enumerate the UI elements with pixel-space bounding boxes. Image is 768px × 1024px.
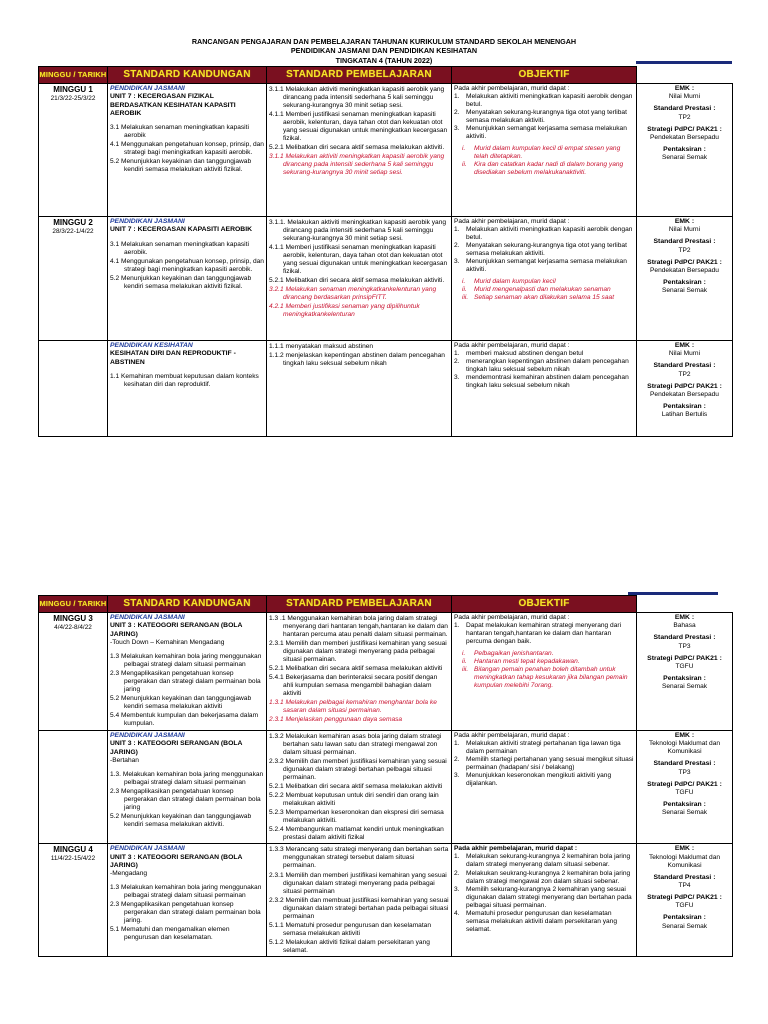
emk-cell xyxy=(637,84,733,217)
objective-item xyxy=(454,93,634,109)
performance-standard-value: TP2 xyxy=(678,370,691,378)
objective-item xyxy=(454,772,634,788)
header-line-3: TINGKATAN 4 (TAHUN 2022) xyxy=(335,55,433,65)
learning-standard-cell xyxy=(267,84,452,217)
subject-label: PENDIDIKAN JASMANI xyxy=(110,85,185,92)
performance-standard-value: TP2 xyxy=(678,113,691,121)
emk-label: EMK : xyxy=(674,845,695,853)
objective-text: Menunjukkan semangat kerjasama semasa melakukan aktiviti. xyxy=(466,258,627,274)
learning-standard-item: 3.2.1 Melakukan senaman meningkatkankelenturan yang dirancang berdasarkan prinsipFITT. xyxy=(269,286,437,302)
objective-text: Mematuhi prosedur pengurusan dan keselamatan semasa melakukan aktiviti dalam persekitaran yang selamat. xyxy=(466,909,617,933)
learning-standard-item: 3.1.1 Melakukan aktiviti meningkatkan kapasiti aerobik yang dirancang pada intensiti sederhana 5 kali seminggu sekurang-kurangnya 30 minit setiap sesi. xyxy=(269,86,445,110)
week-cell xyxy=(39,84,108,217)
col-week-header: MINGGU / TARIKH xyxy=(39,67,108,84)
table-row xyxy=(39,844,733,956)
learning-standard-item: 2.3.2 Memilih dan memberi justifikasi kemahiran yang sesuai digunakan dalam strategi bertahan pelbagai situasi permainan. xyxy=(269,758,447,782)
col-content-header: STANDARD KANDUNGAN xyxy=(108,596,267,613)
performance-standard-label: Standard Prestasi : xyxy=(653,362,716,370)
emk-cell xyxy=(637,731,733,844)
assessment-value: Senarai Semak xyxy=(661,922,708,930)
content-standard-item: 5.2 Menunjukkan keyakinan dan tanggungjawab kendiri semasa melakukan aktiviti. xyxy=(110,813,252,829)
objective-heading: Pada akhir pembelajaran, murid dapat : xyxy=(454,732,570,739)
content-standard-item: 3.1 Melakukan senaman meningkatkan kapasiti aerobik xyxy=(110,124,249,140)
activity-note-item xyxy=(462,658,634,666)
objective-text: Memilih startegi pertahanan yang sesuai mengikut situasi permainan (hadapan/ sisi / belakang) xyxy=(466,756,634,772)
objective-number: 1. xyxy=(454,622,460,630)
assessment-value: Senarai Semak xyxy=(661,287,708,295)
learning-standard-item: 3.1.1. Melakukan aktiviti meningkatkan kapasiti aerobik yang dirancang pada intensiti sederhana 5 kali seminggu sekurang-kurangnya 30 minit setiap sesi. xyxy=(269,219,447,243)
learning-standard-cell xyxy=(267,731,452,844)
objective-text: memberi maksud abstinen dengan betul xyxy=(466,350,584,358)
emk-label: EMK : xyxy=(674,614,695,621)
objective-item xyxy=(454,226,634,242)
objective-item xyxy=(454,886,634,910)
assessment-label: Pentaksiran : xyxy=(663,800,706,808)
emk-value: Teknologi Maklumat dan Komunikasi xyxy=(648,740,721,756)
strategy-value: Pendekatan Bersepadu xyxy=(650,390,719,398)
strategy-label: Strategi PdPC/ PAK21 : xyxy=(647,125,722,133)
learning-standard-item: 5.2.1 Melibatkan diri secara aktif semasa melakukan aktiviti xyxy=(269,783,443,791)
week-date: 11/4/22-15/4/22 xyxy=(50,855,96,863)
content-standard-item: 1.3 Melakukan kemahiran bola jaring menggunakan pelbagai strategi dalam situasi permainan xyxy=(110,652,262,668)
table-row xyxy=(39,731,733,844)
emk-cell xyxy=(637,217,733,341)
performance-standard-label: Standard Prestasi : xyxy=(653,105,716,113)
objective-text: Melakukan aktiviti meningkatkan kapasiti aerobik dengan betul. xyxy=(466,226,633,242)
learning-standard-item: 1.3.2 Melakukan kemahiran asas bola jaring dalam strategi bertahan satu lawan satu dan strategi mengawal zon dalam situasi permainan. xyxy=(269,733,442,757)
objective-number: 1. xyxy=(454,93,460,101)
col-learning-header: STANDARD PEMBELAJARAN xyxy=(267,596,452,613)
objective-heading: Pada akhir pembelajaran, murid dapat : xyxy=(454,342,570,349)
objective-number: 3. xyxy=(454,772,460,780)
emk-value: Bahasa xyxy=(673,622,696,630)
unit-note: -Mengadang xyxy=(110,870,148,878)
subject-label: PENDIDIKAN JASMANI xyxy=(110,614,185,621)
week-cell xyxy=(39,613,108,731)
assessment-value: Latihan Bertulis xyxy=(661,411,708,419)
learning-standard-item: 2.3.1 Menjelaskan penggunaan daya semasa xyxy=(269,716,403,724)
objective-item xyxy=(454,109,634,125)
objective-number: 2. xyxy=(454,869,460,877)
performance-standard-value: TP3 xyxy=(678,768,691,776)
unit-title: KESIHATAN DIRI DAN REPRODUKTIF -ABSTINEN xyxy=(110,350,236,366)
strategy-value: Pendekatan Bersepadu xyxy=(650,266,719,274)
objective-number: 3. xyxy=(454,258,460,266)
objective-item xyxy=(454,374,634,390)
objective-number: 1. xyxy=(454,853,460,861)
objective-item xyxy=(454,350,634,358)
activity-note-text: Setiap senaman akan dilakukan selama 15 saat xyxy=(474,294,615,302)
objective-text: Menyatakan sekurang-kurangnya tiga otot yang terlibat semasa melakukan aktiviti. xyxy=(466,109,627,125)
objective-number: 1. xyxy=(454,350,460,358)
content-standard-cell xyxy=(108,341,267,437)
learning-standard-item: 5.2.4 Membangunkan matlamat kendiri untuk meningkatkan prestasi dalam aktiviti fizikal xyxy=(269,826,444,842)
table-header-row xyxy=(39,596,733,613)
objective-item xyxy=(454,358,634,374)
table-row xyxy=(39,217,733,341)
week-cell xyxy=(39,217,108,341)
strategy-value: TGFU xyxy=(675,788,694,796)
subject-label: PENDIDIKAN JASMANI xyxy=(110,218,185,225)
content-standard-cell xyxy=(108,84,267,217)
objective-item xyxy=(454,756,634,772)
objective-text: Melakukan seukrang-kurangnya 2 kemahiran bola jaring dalam strategi mengawal zon dalam situasi sebenar. xyxy=(466,869,631,885)
strategy-label: Strategi PdPC/ PAK21 : xyxy=(647,258,722,266)
emk-value: Nilai Murni xyxy=(668,350,701,358)
learning-standard-item: 5.2.2 Membuat keputusan untuk diri sendiri dan orang lain melakukan aktiviti xyxy=(269,792,439,808)
objective-number: 2. xyxy=(454,109,460,117)
activity-note-text: Pelbagaikan jenishantaran. xyxy=(474,650,554,658)
week-label: MINGGU 1 xyxy=(53,85,93,94)
objective-heading: Pada akhir pembelajaran, murid dapat : xyxy=(454,614,570,621)
objective-number: 1. xyxy=(454,740,460,748)
activity-note-item xyxy=(462,278,634,286)
strategy-label: Strategi PdPC/ PAK21 : xyxy=(647,780,722,788)
assessment-value: Senarai Semak xyxy=(661,683,708,691)
lesson-plan-table-2 xyxy=(38,595,733,957)
col-objective-header: OBJEKTIF xyxy=(452,67,637,84)
objective-item xyxy=(454,740,634,756)
assessment-label: Pentaksiran : xyxy=(663,914,706,922)
activity-note-text: Hantaran mesti tepat kepadakawan. xyxy=(474,658,580,666)
content-standard-item: 2.3 Mengaplikasikan pengetahuan konsep pergerakan dan strategi dalam permainan bola jaring. xyxy=(110,901,261,925)
learning-standard-item: 1.3.3 Merancang satu strategi menyerang dan bertahan serta menggunakan strategi tersebut dalam situasi permainan. xyxy=(269,846,449,870)
emk-cell xyxy=(637,613,733,731)
col-emk-header xyxy=(637,596,733,613)
objective-item xyxy=(454,242,634,258)
performance-standard-label: Standard Prestasi : xyxy=(653,760,716,768)
col-content-header: STANDARD KANDUNGAN xyxy=(108,67,267,84)
table-row xyxy=(39,341,733,437)
unit-note: -Bertahan xyxy=(110,756,139,764)
content-standard-item: 5.2 Menunjukkan keyakinan dan tanggungjawab kendiri semasa melakukan aktiviti fizikal. xyxy=(110,274,252,290)
assessment-label: Pentaksiran : xyxy=(663,278,706,286)
content-standard-cell xyxy=(108,613,267,731)
activity-note-number: ii. xyxy=(462,286,467,294)
learning-standard-item: 5.4.1 Bekerjasama dan berinteraksi secara positif dengan ahli kumpulan semasa mengambil bahagian dalam aktiviti xyxy=(269,674,438,698)
objective-item xyxy=(454,622,634,646)
learning-standard-item: 5.2.3 Mempamerkan keseronokan dan ekspresi diri semasa melakukan aktiviti. xyxy=(269,809,444,825)
learning-standard-item: 1.1.2 menjelaskan kepentingan abstinen dalam pencegahan tingkah laku seksual sebelum nikah xyxy=(269,352,445,368)
activity-note-number: ii. xyxy=(462,161,467,169)
objective-number: 4. xyxy=(454,909,460,917)
subject-label: PENDIDIKAN JASMANI xyxy=(110,732,185,739)
objective-cell xyxy=(452,731,637,844)
learning-standard-cell xyxy=(267,341,452,437)
objective-item xyxy=(454,125,634,141)
assessment-value: Senarai Semak xyxy=(661,154,708,162)
emk-label: EMK : xyxy=(674,85,695,92)
learning-standard-item: 2.3.1 Memilih dan memberi justifikasi kemahiran yang sesuai digunakan dalam strategi menyerang pada pelbagai situasi permainan xyxy=(269,871,447,895)
activity-note-text: Murid mengenalpasti dan melakukan senaman xyxy=(474,286,611,294)
assessment-label: Pentaksiran : xyxy=(663,402,706,410)
objective-number: 2. xyxy=(454,358,460,366)
objective-number: 3. xyxy=(454,125,460,133)
lesson-plan-table-1 xyxy=(38,66,733,437)
activity-note-number: i. xyxy=(462,278,466,286)
activity-note-item xyxy=(462,650,634,658)
objective-number: 3. xyxy=(454,885,460,893)
content-standard-cell xyxy=(108,844,267,956)
objective-number: 2. xyxy=(454,756,460,764)
learning-standard-cell xyxy=(267,613,452,731)
strategy-value: TGFU xyxy=(675,902,694,910)
emk-label: EMK : xyxy=(674,732,695,739)
content-standard-item: 4.1 Menggunakan pengetahuan konsep, prinsip, dan strategi bagi meningkatkan kapasiti aerobik. xyxy=(110,257,264,273)
unit-title: UNIT 3 : KATEOGORI SERANGAN (BOLA JARING) xyxy=(110,622,243,638)
learning-standard-item: 5.1.1 Mematuhi prosedur pengurusan dan keselamatan semasa melakukan aktiviti xyxy=(269,921,432,937)
week-label: MINGGU 3 xyxy=(53,614,93,623)
learning-standard-item: 5.2.1 Melibatkan diri secara aktif semasa melakukan aktiviti. xyxy=(269,277,445,285)
objective-text: Melakukan aktiviti strategi pertahanan tiga lawan tiga dalam permainan xyxy=(466,740,621,756)
emk-value: Teknologi Maklumat dan Komunikasi xyxy=(648,853,721,869)
table-header-row xyxy=(39,67,733,84)
learning-standard-item: 5.2.1 Melibatkan diri secara aktif semasa melakukan aktiviti. xyxy=(269,144,445,152)
performance-standard-label: Standard Prestasi : xyxy=(653,238,716,246)
emk-value: Nilai Murni xyxy=(668,93,701,101)
learning-standard-cell xyxy=(267,217,452,341)
strategy-label: Strategi PdPC/ PAK21 : xyxy=(647,382,722,390)
content-standard-cell xyxy=(108,217,267,341)
objective-text: Dapat melakukan kemahiran strategi menyerang dari hantaran tengah,hantaran ke dalam dan hantaran percuma dengan baik. xyxy=(466,622,622,646)
activity-note-number: i. xyxy=(462,145,466,153)
objective-cell xyxy=(452,217,637,341)
strategy-label: Strategi PdPC/ PAK21 : xyxy=(647,654,722,662)
learning-standard-item: 3.1.1 Melakukan aktiviti meningkatkan kapasiti aerobik yang dirancang pada intensiti sederhana 5 kali seminggu sekurang-kurangnya 30 minit setiap sesi. xyxy=(269,153,445,177)
header-accent-bar xyxy=(636,61,732,64)
activity-note-item xyxy=(462,286,634,294)
header-line-2: PENDIDIKAN JASMANI DAN PENDIDIKAN KESIHATAN xyxy=(290,46,478,56)
learning-standard-item: 4.2.1 Memberi justifikasi senaman yang dipilihuntuk meningkatkankelenturan xyxy=(269,303,420,319)
content-standard-item: 5.4 Membentuk kumpulan dan bekerjasama dalam kumpulan. xyxy=(110,712,259,728)
activity-note-number: i. xyxy=(462,650,466,658)
activity-note-number: iii. xyxy=(462,294,469,302)
objective-item xyxy=(454,910,634,934)
activity-note-text: Murid dalam kumpulan kecil di empat stesen yang telah ditetapkan. xyxy=(474,145,621,161)
performance-standard-value: TP3 xyxy=(678,642,691,650)
week-date: 21/3/22-25/3/22 xyxy=(50,94,96,102)
week-cell xyxy=(39,844,108,956)
objective-text: Menunjukkan keseronokan mengikuti aktiviti yang dijalankan. xyxy=(466,772,612,788)
learning-standard-item: 5.2.1 Melibatkan diri secara aktif semasa melakukan aktiviti xyxy=(269,665,443,673)
performance-standard-value: TP2 xyxy=(678,246,691,254)
objective-cell xyxy=(452,844,637,956)
col-week-header: MINGGU / TARIKH xyxy=(39,596,108,613)
learning-standard-item: 5.1.2 Melakukan aktiviti fizikal dalam persekitaran yang selamat. xyxy=(269,938,430,954)
unit-note: -Touch Down – Kemahiran Mengadang xyxy=(110,638,225,646)
assessment-label: Pentaksiran : xyxy=(663,145,706,153)
activity-note-item xyxy=(462,666,634,690)
objective-text: mendemontrasi kemahiran abstinen dalam pencegahan tingkah laku seksual sebelum nikah xyxy=(466,374,629,390)
learning-standard-item: 1.3.1 Melakukan pelbagai kemahiran menghantar bola ke sasaran dalam situasi permainan. xyxy=(269,699,437,715)
col-emk-header xyxy=(637,67,733,84)
content-standard-item: 5.1 Mematuhi dan mengamalkan elemen pengurusan dan keselamatan. xyxy=(110,926,230,942)
objective-number: 2. xyxy=(454,242,460,250)
emk-label: EMK : xyxy=(674,218,695,225)
activity-note-item xyxy=(462,161,634,177)
objective-text: Memilih sekurang-kurangnya 2 kemahiran yang sesuai digunakan dalam strategi menyerang dan bertahan pada pelbagai situasi permainan. xyxy=(466,885,632,909)
emk-label: EMK : xyxy=(674,342,695,349)
subject-label: PENDIDIKAN KESIHATAN xyxy=(110,342,193,349)
assessment-value: Senarai Semak xyxy=(661,809,708,817)
week-date: 28/3/22-1/4/22 xyxy=(52,227,94,235)
performance-standard-value: TP4 xyxy=(678,882,691,890)
unit-title: UNIT 3 : KATEOGORI SERANGAN (BOLA JARING) xyxy=(110,853,243,869)
objective-number: 1. xyxy=(454,226,460,234)
table-row xyxy=(39,613,733,731)
unit-title: UNIT 7 : KECERGASAN FIZIKAL BERDASATKAN KESIHATAN KAPASITI AEROBIK xyxy=(110,93,236,117)
assessment-label: Pentaksiran : xyxy=(663,674,706,682)
col-objective-header: OBJEKTIF xyxy=(452,596,637,613)
objective-item xyxy=(454,258,634,274)
objective-heading: Pada akhir pembelajaran, murid dapat : xyxy=(454,845,578,853)
activity-note-number: ii. xyxy=(462,658,467,666)
week-date: 4/4/22-8/4/22 xyxy=(54,623,92,631)
week-cell xyxy=(39,731,108,844)
emk-value: Nilai Murni xyxy=(668,226,701,234)
strategy-label: Strategi PdPC/ PAK21 : xyxy=(647,894,722,902)
performance-standard-label: Standard Prestasi : xyxy=(653,873,716,881)
header-line-1: RANCANGAN PENGAJARAN DAN PEMBELAJARAN TAHUNAN KURIKULUM STANDARD SEKOLAH MENENGAH xyxy=(191,37,577,46)
emk-cell xyxy=(637,341,733,437)
activity-note-number: iii. xyxy=(462,666,469,674)
activity-note-text: Murid dalam kumpulan kecil xyxy=(474,278,556,286)
learning-standard-item: 4.1.1 Memberi justifikasi senaman meningkatkan kapasiti aerobik, kelenturan, daya tahan otot dan kekuatan otot yang sesuai digunakan untuk meningkatkan kecergasan fizikal. xyxy=(269,111,448,143)
strategy-value: Pendekatan Bersepadu xyxy=(650,133,719,141)
activity-note-item xyxy=(462,294,634,302)
content-standard-item: 3.1 Melakukan senaman meningkatkan kapasiti aerobik. xyxy=(110,240,249,256)
activity-note-text: Bilangan pemain penahan boleh ditambah untuk meningkatkan tahap kesukaran jika bilangan pemain kumpulan melebihi 7orang. xyxy=(474,666,628,690)
week-cell xyxy=(39,341,108,437)
objective-item xyxy=(454,870,634,886)
content-standard-item: 2.3 Mengaplikasikan pengetahuan konsep pergerakan dan strategi dalam permainan bola jaring xyxy=(110,787,261,811)
performance-standard-label: Standard Prestasi : xyxy=(653,634,716,642)
unit-title: UNIT 3 : KATEOGORI SERANGAN (BOLA JARING) xyxy=(110,740,243,756)
objective-heading: Pada akhir pembelajaran, murid dapat : xyxy=(454,85,570,92)
subject-label: PENDIDIKAN JASMANI xyxy=(110,845,185,853)
content-standard-item: 2.3 Mengaplikasikan pengetahuan konsep pergerakan dan strategi dalam permainan bola jaring xyxy=(110,669,261,693)
content-standard-item: 5.2 Menunjukkan keyakinan dan tanggungjawab kendiri semasa melakukan aktiviti xyxy=(110,695,252,711)
objective-item xyxy=(454,853,634,869)
objective-text: Melakukan sekurang-kurangnya 2 kemahiran bola jaring dalam strategi menyerang dalam situasi sebenar. xyxy=(466,853,631,869)
week-label: MINGGU 2 xyxy=(53,218,93,227)
unit-title: UNIT 7 : KECERGASAN KAPASITI AEROBIK xyxy=(110,226,252,234)
content-standard-item: 1.3 Melakukan kemahiran bola jaring menggunakan pelbagai strategi dalam situasi permainan xyxy=(110,884,262,900)
objective-heading: Pada akhir pembelajaran, murid dapat : xyxy=(454,218,570,225)
activity-note-text: Kira dan catatkan kadar nadi di dalam borang yang disediakan sebelum melakukanaktiviti. xyxy=(474,161,624,177)
objective-cell xyxy=(452,613,637,731)
learning-standard-item: 1.3 .1 Menggunakan kemahiran bola jaring dalam strategi menyerang dari hantaran tengah,hantaran ke dalam dan hantaran percuma atau penalti dalam situasi permainan. xyxy=(269,615,448,639)
content-standard-item: 5.2 Menunjukkan keyakinan dan tanggungjawab kendiri semasa melakukan aktiviti fizikal. xyxy=(110,158,252,174)
objective-cell xyxy=(452,84,637,217)
content-standard-cell xyxy=(108,731,267,844)
learning-standard-item: 2.3.2 Memilih dan membuat justifikasi kemahiran yang sesuai digunakan dalam strategi bertahan pada pelbagai situasi permainan xyxy=(269,896,449,920)
emk-cell xyxy=(637,844,733,956)
objective-text: menerangkan kepentingan abstinen dalam pencegahan tingkah laku seksual sebelum nikah xyxy=(466,358,629,374)
week-label: MINGGU 4 xyxy=(53,845,93,855)
learning-standard-cell xyxy=(267,844,452,956)
objective-text: Menunjukkan semangat kerjasama semasa melakukan aktiviti. xyxy=(466,125,627,141)
learning-standard-item: 2.3.1 Memilih dan memberi justifikasi kemahiran yang sesuai digunakan dalam strategi menyerang pada pelbagai situasi permainan. xyxy=(269,640,447,664)
content-standard-item: 1.1 Kemahiran membuat keputusan dalam konteks kesihatan diri dan reproduktif. xyxy=(110,372,259,388)
objective-text: Melakukan aktiviti meningkatkan kapasiti aerobik dengan betul. xyxy=(466,93,633,109)
content-standard-item: 4.1 Menggunakan pengetahuan konsep, prinsip, dan strategi bagi meningkatkan kapasiti aerobik. xyxy=(110,141,264,157)
content-standard-item: 1.3. Melakukan kemahiran bola jaring menggunakan pelbagai strategi dalam situasi permainan xyxy=(110,770,264,786)
table-row xyxy=(39,84,733,217)
objective-cell xyxy=(452,341,637,437)
col-learning-header: STANDARD PEMBELAJARAN xyxy=(267,67,452,84)
learning-standard-item: 4.1.1 Memberi justifikasi senaman meningkatkan kapasiti aerobik, kelenturan, daya tahan otot dan kekuatan otot yang sesuai digunakan untuk meningkatkan kecergasan fizikal. xyxy=(269,244,448,276)
objective-text: Menyatakan sekurang-kurangnya tiga otot yang terlibat semasa melakukan aktiviti. xyxy=(466,242,627,258)
activity-note-item xyxy=(462,145,634,161)
strategy-value: TGFU xyxy=(675,662,694,670)
objective-number: 3. xyxy=(454,374,460,382)
learning-standard-item: 1.1.1 menyatakan maksud abstinen xyxy=(269,343,374,350)
